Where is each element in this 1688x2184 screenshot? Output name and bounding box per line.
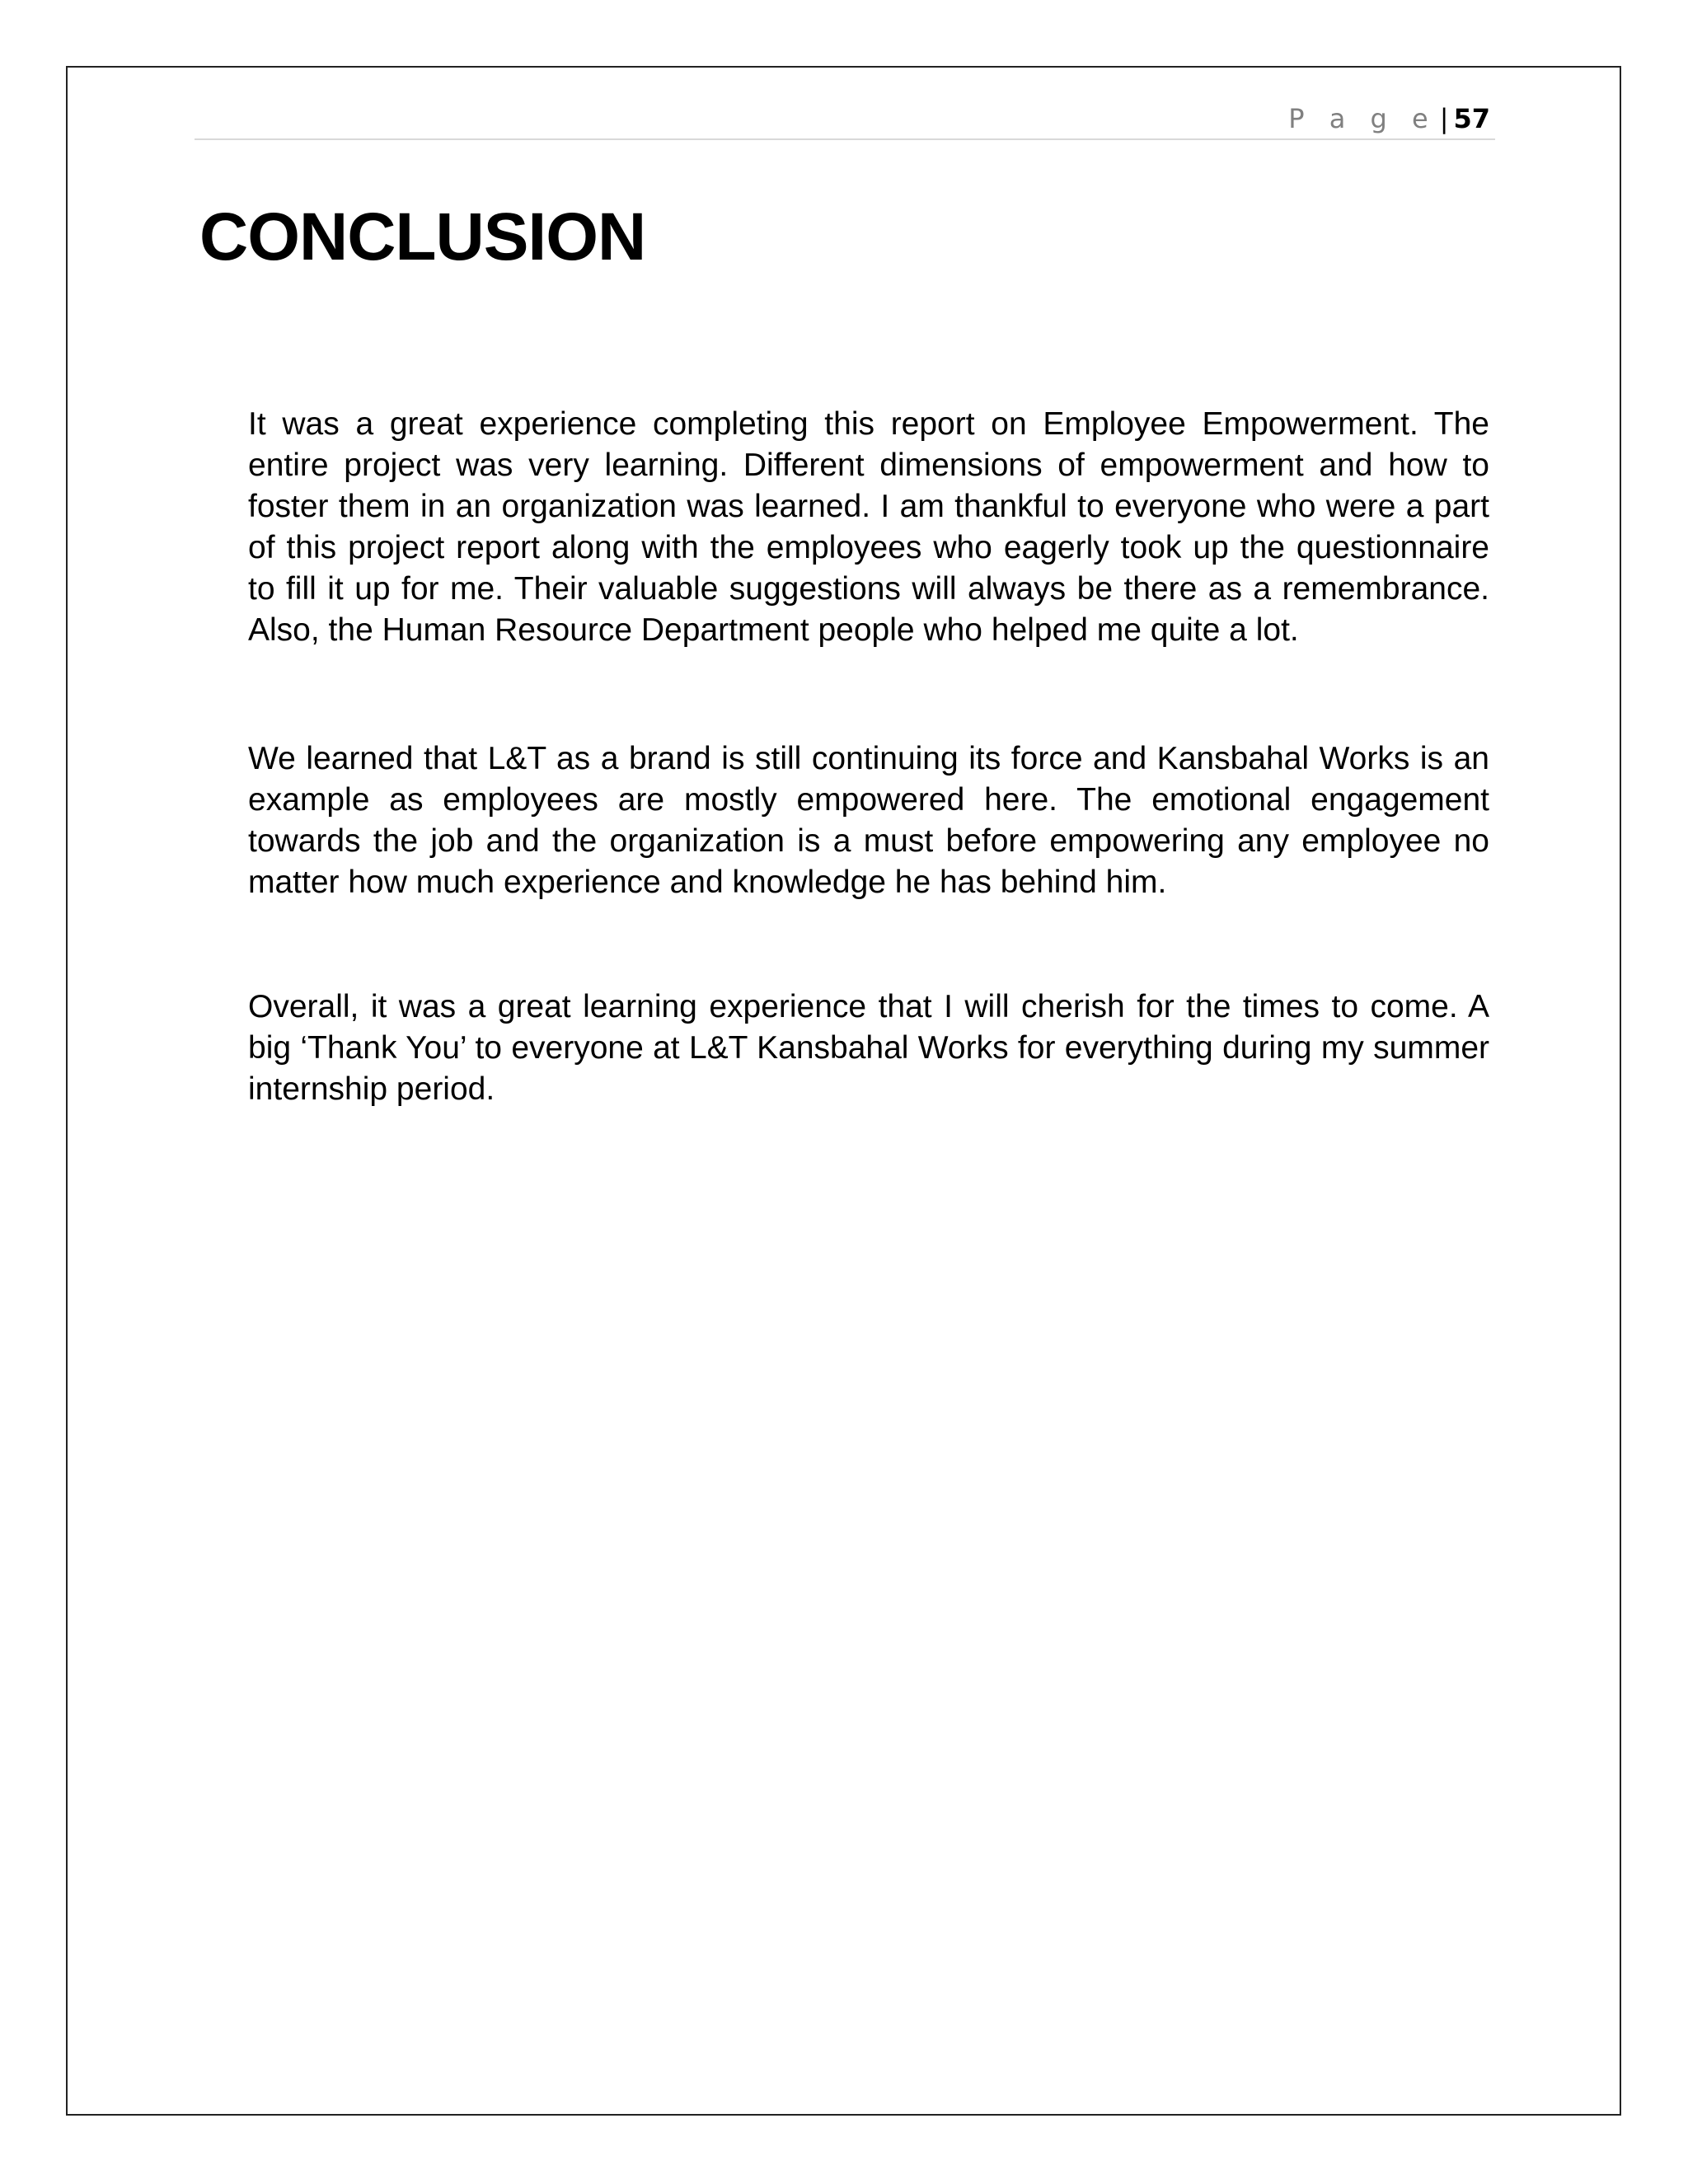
page-header xyxy=(195,97,1495,140)
paragraph-3: Overall, it was a great learning experience that I will cherish for the times to come. A big ‘Thank You’ to everyone at L&T Kansbahal Works for everything during my summer internship period. xyxy=(248,989,1489,1107)
paragraph-1: It was a great experience completing this report on Employee Empowerment. The entire project was very learning. Different dimensions of empowerment and how to foster them in an organization was learned. I am thankful to everyone who were a part of this project report along with the employees who eagerly took up the questionnaire to fill it up for me. Their valuable suggestions will always be there as a remembrance. Also, the Human Resource Department people who helped me quite a lot. xyxy=(248,406,1489,648)
page-title: CONCLUSION xyxy=(199,199,646,274)
paragraph-2: We learned that L&T as a brand is still continuing its force and Kansbahal Works is an example as employees are mostly empowered here. The emotional engagement towards the job and the organization is a must before empowering any employee no matter how much experience and knowledge he has behind him. xyxy=(248,741,1489,900)
page-separator: | xyxy=(1439,103,1449,134)
page-number-label xyxy=(1288,102,1490,135)
page-word: P a g e xyxy=(1288,103,1437,134)
page-number: 57 xyxy=(1453,103,1490,134)
